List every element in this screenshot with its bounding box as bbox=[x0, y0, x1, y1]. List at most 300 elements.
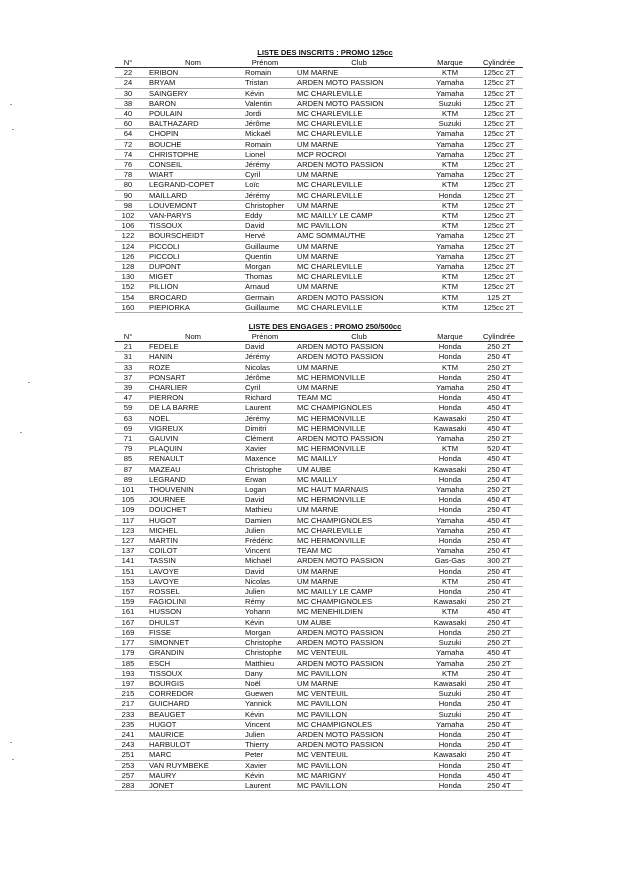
cell-num: 106 bbox=[115, 221, 141, 231]
cell-num: 98 bbox=[115, 200, 141, 210]
cell-num: 74 bbox=[115, 149, 141, 159]
cell-club: ARDEN MOTO PASSION bbox=[293, 658, 425, 668]
cell-club: MC MAILLY bbox=[293, 474, 425, 484]
table-row bbox=[115, 302, 523, 312]
cell-prenom: Nicolas bbox=[237, 576, 293, 586]
cell-nom: CHOPIN bbox=[141, 129, 237, 139]
cell-prenom: Damien bbox=[237, 515, 293, 525]
cell-cylindree: 250 2T bbox=[475, 627, 523, 637]
cell-num: 37 bbox=[115, 372, 141, 382]
col-header-club: Club bbox=[293, 58, 425, 68]
cell-club: MC CHARLEVILLE bbox=[293, 190, 425, 200]
cell-club: UM MARNE bbox=[293, 678, 425, 688]
cell-marque: Yamaha bbox=[425, 251, 475, 261]
table-row bbox=[115, 587, 523, 597]
cell-num: 71 bbox=[115, 434, 141, 444]
cell-nom: BEAUGET bbox=[141, 709, 237, 719]
table-row bbox=[115, 638, 523, 648]
table-row bbox=[115, 372, 523, 382]
cell-cylindree: 250 4T bbox=[475, 750, 523, 760]
cell-club: MC PAVILLON bbox=[293, 709, 425, 719]
cell-cylindree: 300 2T bbox=[475, 556, 523, 566]
cell-nom: WIART bbox=[141, 170, 237, 180]
cell-club: TEAM MC bbox=[293, 546, 425, 556]
cell-marque: Honda bbox=[425, 403, 475, 413]
cell-marque: KTM bbox=[425, 444, 475, 454]
cell-nom: MAZEAU bbox=[141, 464, 237, 474]
cell-marque: Suzuki bbox=[425, 638, 475, 648]
cell-cylindree: 125cc 2T bbox=[475, 302, 523, 312]
cell-nom: HUGOT bbox=[141, 719, 237, 729]
table-row bbox=[115, 383, 523, 393]
cell-num: 193 bbox=[115, 668, 141, 678]
cell-cylindree: 250 4T bbox=[475, 668, 523, 678]
table-row bbox=[115, 170, 523, 180]
col-header-club: Club bbox=[293, 332, 425, 342]
cell-nom: SIMONNET bbox=[141, 638, 237, 648]
cell-num: 39 bbox=[115, 383, 141, 393]
table-row bbox=[115, 576, 523, 586]
cell-cylindree: 250 4T bbox=[475, 719, 523, 729]
cell-num: 72 bbox=[115, 139, 141, 149]
cell-num: 122 bbox=[115, 231, 141, 241]
cell-cylindree: 250 4T bbox=[475, 689, 523, 699]
cell-num: 60 bbox=[115, 119, 141, 129]
cell-nom: RENAULT bbox=[141, 454, 237, 464]
cell-club: TEAM MC bbox=[293, 393, 425, 403]
cell-marque: KTM bbox=[425, 292, 475, 302]
cell-num: 87 bbox=[115, 464, 141, 474]
cell-cylindree: 125cc 2T bbox=[475, 221, 523, 231]
cell-nom: MAURY bbox=[141, 770, 237, 780]
cell-nom: LEGRAND bbox=[141, 474, 237, 484]
table-row bbox=[115, 98, 523, 108]
cell-club: UM MARNE bbox=[293, 68, 425, 78]
cell-num: 31 bbox=[115, 352, 141, 362]
cell-nom: GUICHARD bbox=[141, 699, 237, 709]
cell-prenom: Morgan bbox=[237, 627, 293, 637]
table-row bbox=[115, 78, 523, 88]
cell-cylindree: 450 4T bbox=[475, 607, 523, 617]
cell-club: MCP ROCROI bbox=[293, 149, 425, 159]
col-header-num: N° bbox=[115, 58, 141, 68]
cell-marque: KTM bbox=[425, 668, 475, 678]
cell-cylindree: 450 4T bbox=[475, 648, 523, 658]
cell-nom: BRYAM bbox=[141, 78, 237, 88]
cell-prenom: Cyril bbox=[237, 170, 293, 180]
cell-cylindree: 450 4T bbox=[475, 403, 523, 413]
cell-cylindree: 125cc 2T bbox=[475, 68, 523, 78]
cell-nom: HUSSON bbox=[141, 607, 237, 617]
cell-prenom: Kévin bbox=[237, 770, 293, 780]
cell-prenom: Romain bbox=[237, 68, 293, 78]
cell-cylindree: 250 4T bbox=[475, 566, 523, 576]
cell-prenom: Thomas bbox=[237, 272, 293, 282]
cell-prenom: Kévin bbox=[237, 709, 293, 719]
cell-nom: ERIBON bbox=[141, 68, 237, 78]
cell-club: MC CHARLEVILLE bbox=[293, 129, 425, 139]
cell-nom: PILLION bbox=[141, 282, 237, 292]
cell-prenom: Julien bbox=[237, 729, 293, 739]
cell-num: 160 bbox=[115, 302, 141, 312]
cell-nom: BARON bbox=[141, 98, 237, 108]
cell-num: 235 bbox=[115, 719, 141, 729]
cell-cylindree: 125cc 2T bbox=[475, 180, 523, 190]
table-row bbox=[115, 413, 523, 423]
cell-marque: Yamaha bbox=[425, 139, 475, 149]
cell-club: ARDEN MOTO PASSION bbox=[293, 78, 425, 88]
cell-cylindree: 250 2T bbox=[475, 434, 523, 444]
cell-prenom: Germain bbox=[237, 292, 293, 302]
cell-num: 59 bbox=[115, 403, 141, 413]
cell-cylindree: 125cc 2T bbox=[475, 211, 523, 221]
cell-marque: Suzuki bbox=[425, 689, 475, 699]
cell-marque: Honda bbox=[425, 770, 475, 780]
cell-cylindree: 450 4T bbox=[475, 423, 523, 433]
engages-table-body bbox=[115, 342, 523, 791]
cell-cylindree: 125cc 2T bbox=[475, 241, 523, 251]
cell-nom: MAURICE bbox=[141, 729, 237, 739]
cell-nom: DOUCHET bbox=[141, 505, 237, 515]
cell-nom: HUGOT bbox=[141, 515, 237, 525]
cell-marque: Honda bbox=[425, 780, 475, 790]
cell-cylindree: 250 4T bbox=[475, 474, 523, 484]
table-row bbox=[115, 505, 523, 515]
cell-club: AMC SOMMAUTHE bbox=[293, 231, 425, 241]
cell-marque: Honda bbox=[425, 536, 475, 546]
cell-club: ARDEN MOTO PASSION bbox=[293, 556, 425, 566]
cell-club: ARDEN MOTO PASSION bbox=[293, 638, 425, 648]
cell-marque: KTM bbox=[425, 68, 475, 78]
cell-club: ARDEN MOTO PASSION bbox=[293, 434, 425, 444]
cell-club: MC MARIGNY bbox=[293, 770, 425, 780]
table-row bbox=[115, 342, 523, 352]
table-row bbox=[115, 231, 523, 241]
cell-num: 154 bbox=[115, 292, 141, 302]
cell-club: MC CHARLEVILLE bbox=[293, 525, 425, 535]
cell-num: 79 bbox=[115, 444, 141, 454]
cell-cylindree: 450 4T bbox=[475, 454, 523, 464]
cell-marque: Honda bbox=[425, 505, 475, 515]
cell-marque: KTM bbox=[425, 160, 475, 170]
cell-num: 179 bbox=[115, 648, 141, 658]
cell-club: UM MARNE bbox=[293, 139, 425, 149]
table-row bbox=[115, 474, 523, 484]
section-title: LISTE DES ENGAGES : PROMO 250/500cc bbox=[248, 322, 402, 331]
cell-cylindree: 125cc 2T bbox=[475, 98, 523, 108]
cell-nom: MARTIN bbox=[141, 536, 237, 546]
cell-num: 233 bbox=[115, 709, 141, 719]
cell-club: UM MARNE bbox=[293, 576, 425, 586]
cell-num: 40 bbox=[115, 109, 141, 119]
cell-num: 128 bbox=[115, 262, 141, 272]
cell-nom: HARBULOT bbox=[141, 740, 237, 750]
cell-num: 38 bbox=[115, 98, 141, 108]
table-row bbox=[115, 729, 523, 739]
cell-num: 126 bbox=[115, 251, 141, 261]
cell-num: 130 bbox=[115, 272, 141, 282]
cell-marque: KTM bbox=[425, 362, 475, 372]
cell-nom: HANIN bbox=[141, 352, 237, 362]
engages-table bbox=[115, 332, 523, 791]
table-row bbox=[115, 352, 523, 362]
cell-club: MC HAUT MARNAIS bbox=[293, 485, 425, 495]
cell-nom: PLAQUIN bbox=[141, 444, 237, 454]
cell-nom: PICCOLI bbox=[141, 241, 237, 251]
cell-nom: BALTHAZARD bbox=[141, 119, 237, 129]
cell-num: 102 bbox=[115, 211, 141, 221]
cell-cylindree: 125cc 2T bbox=[475, 109, 523, 119]
cell-club: UM MARNE bbox=[293, 362, 425, 372]
cell-marque: Yamaha bbox=[425, 383, 475, 393]
table-row bbox=[115, 760, 523, 770]
cell-marque: Yamaha bbox=[425, 170, 475, 180]
cell-marque: Kawasaki bbox=[425, 464, 475, 474]
table-row bbox=[115, 251, 523, 261]
cell-prenom: Thierry bbox=[237, 740, 293, 750]
cell-club: MC CHARLEVILLE bbox=[293, 262, 425, 272]
cell-club: MC CHARLEVILLE bbox=[293, 302, 425, 312]
table-row bbox=[115, 200, 523, 210]
cell-marque: KTM bbox=[425, 576, 475, 586]
cell-marque: Honda bbox=[425, 454, 475, 464]
cell-prenom: David bbox=[237, 221, 293, 231]
cell-marque: Honda bbox=[425, 372, 475, 382]
cell-num: 47 bbox=[115, 393, 141, 403]
cell-prenom: Arnaud bbox=[237, 282, 293, 292]
cell-nom: SAINGERY bbox=[141, 88, 237, 98]
cell-cylindree: 250 4T bbox=[475, 760, 523, 770]
table-row bbox=[115, 139, 523, 149]
cell-marque: Yamaha bbox=[425, 231, 475, 241]
cell-nom: FISSE bbox=[141, 627, 237, 637]
cell-prenom: Eddy bbox=[237, 211, 293, 221]
cell-cylindree: 250 2T bbox=[475, 638, 523, 648]
cell-cylindree: 125cc 2T bbox=[475, 129, 523, 139]
cell-marque: Yamaha bbox=[425, 434, 475, 444]
cell-club: MC CHAMPIGNOLES bbox=[293, 719, 425, 729]
table-row bbox=[115, 119, 523, 129]
inscrits-table bbox=[115, 58, 523, 313]
cell-nom: CONSEIL bbox=[141, 160, 237, 170]
cell-nom: FEDELE bbox=[141, 342, 237, 352]
cell-club: MC CHAMPIGNOLES bbox=[293, 403, 425, 413]
table-row bbox=[115, 699, 523, 709]
table-row bbox=[115, 607, 523, 617]
cell-marque: Honda bbox=[425, 342, 475, 352]
cell-prenom: Hervé bbox=[237, 231, 293, 241]
cell-cylindree: 450 4T bbox=[475, 515, 523, 525]
cell-num: 152 bbox=[115, 282, 141, 292]
cell-club: MC HERMONVILLE bbox=[293, 495, 425, 505]
cell-prenom: Yannick bbox=[237, 699, 293, 709]
table-row bbox=[115, 221, 523, 231]
cell-cylindree: 125 2T bbox=[475, 292, 523, 302]
table-row bbox=[115, 556, 523, 566]
cell-nom: DUPONT bbox=[141, 262, 237, 272]
table-row bbox=[115, 515, 523, 525]
cell-club: UM MARNE bbox=[293, 170, 425, 180]
cell-prenom: Valentin bbox=[237, 98, 293, 108]
cell-marque: Yamaha bbox=[425, 485, 475, 495]
cell-cylindree: 250 4T bbox=[475, 525, 523, 535]
cell-club: MC VENTEUIL bbox=[293, 750, 425, 760]
cell-club: MC HERMONVILLE bbox=[293, 536, 425, 546]
cell-cylindree: 250 4T bbox=[475, 709, 523, 719]
cell-club: MC VENTEUIL bbox=[293, 689, 425, 699]
cell-marque: KTM bbox=[425, 302, 475, 312]
cell-prenom: Dimitri bbox=[237, 423, 293, 433]
cell-prenom: Morgan bbox=[237, 262, 293, 272]
cell-nom: TISSOUX bbox=[141, 221, 237, 231]
cell-cylindree: 250 4T bbox=[475, 729, 523, 739]
table-row bbox=[115, 719, 523, 729]
cell-num: 76 bbox=[115, 160, 141, 170]
cell-marque: KTM bbox=[425, 180, 475, 190]
col-header-prenom: Prénom bbox=[237, 58, 293, 68]
cell-nom: BOURGIS bbox=[141, 678, 237, 688]
cell-club: UM MARNE bbox=[293, 251, 425, 261]
col-header-nom: Nom bbox=[141, 332, 237, 342]
cell-prenom: Maxence bbox=[237, 454, 293, 464]
cell-cylindree: 250 2T bbox=[475, 485, 523, 495]
cell-prenom: Christopher bbox=[237, 200, 293, 210]
cell-club: ARDEN MOTO PASSION bbox=[293, 292, 425, 302]
cell-num: 78 bbox=[115, 170, 141, 180]
col-header-cylindree: Cylindrée bbox=[475, 58, 523, 68]
cell-prenom: Peter bbox=[237, 750, 293, 760]
table-row bbox=[115, 648, 523, 658]
cell-prenom: Yohann bbox=[237, 607, 293, 617]
cell-num: 177 bbox=[115, 638, 141, 648]
table-row bbox=[115, 536, 523, 546]
cell-club: MC MENEHILDIEN bbox=[293, 607, 425, 617]
cell-marque: Honda bbox=[425, 699, 475, 709]
cell-nom: ROSSEL bbox=[141, 587, 237, 597]
cell-prenom: Kévin bbox=[237, 617, 293, 627]
cell-nom: JOURNEE bbox=[141, 495, 237, 505]
cell-prenom: Jérémy bbox=[237, 413, 293, 423]
cell-marque: Yamaha bbox=[425, 719, 475, 729]
cell-nom: TISSOUX bbox=[141, 668, 237, 678]
cell-prenom: Frédéric bbox=[237, 536, 293, 546]
cell-num: 89 bbox=[115, 474, 141, 484]
cell-cylindree: 125cc 2T bbox=[475, 200, 523, 210]
cell-nom: LEGRAND-COPET bbox=[141, 180, 237, 190]
table-row bbox=[115, 770, 523, 780]
cell-nom: VIGREUX bbox=[141, 423, 237, 433]
table-row bbox=[115, 362, 523, 372]
cell-club: UM MARNE bbox=[293, 241, 425, 251]
cell-nom: JONET bbox=[141, 780, 237, 790]
cell-nom: THOUVENIN bbox=[141, 485, 237, 495]
cell-club: UM AUBE bbox=[293, 464, 425, 474]
cell-num: 90 bbox=[115, 190, 141, 200]
cell-club: MC CHARLEVILLE bbox=[293, 88, 425, 98]
cell-num: 251 bbox=[115, 750, 141, 760]
cell-club: MC CHARLEVILLE bbox=[293, 119, 425, 129]
cell-prenom: David bbox=[237, 342, 293, 352]
cell-cylindree: 125cc 2T bbox=[475, 88, 523, 98]
cell-num: 283 bbox=[115, 780, 141, 790]
cell-cylindree: 125cc 2T bbox=[475, 170, 523, 180]
cell-num: 185 bbox=[115, 658, 141, 668]
cell-nom: COILOT bbox=[141, 546, 237, 556]
table-row bbox=[115, 272, 523, 282]
cell-num: 109 bbox=[115, 505, 141, 515]
cell-marque: Yamaha bbox=[425, 648, 475, 658]
cell-nom: CORREDOR bbox=[141, 689, 237, 699]
cell-prenom: Dany bbox=[237, 668, 293, 678]
cell-nom: NOEL bbox=[141, 413, 237, 423]
cell-prenom: Christophe bbox=[237, 638, 293, 648]
cell-prenom: Loïc bbox=[237, 180, 293, 190]
cell-prenom: Xavier bbox=[237, 760, 293, 770]
cell-club: ARDEN MOTO PASSION bbox=[293, 98, 425, 108]
cell-club: ARDEN MOTO PASSION bbox=[293, 352, 425, 362]
cell-marque: KTM bbox=[425, 272, 475, 282]
cell-nom: BOURSCHEIDT bbox=[141, 231, 237, 241]
table-header-row bbox=[115, 332, 523, 342]
cell-nom: FAGIOLINI bbox=[141, 597, 237, 607]
col-header-num: N° bbox=[115, 332, 141, 342]
col-header-nom: Nom bbox=[141, 58, 237, 68]
table-row bbox=[115, 546, 523, 556]
table-row bbox=[115, 566, 523, 576]
cell-marque: Yamaha bbox=[425, 241, 475, 251]
cell-cylindree: 125cc 2T bbox=[475, 160, 523, 170]
cell-num: 161 bbox=[115, 607, 141, 617]
engages-section bbox=[115, 322, 515, 791]
cell-nom: BOUCHE bbox=[141, 139, 237, 149]
cell-club: MC CHAMPIGNOLES bbox=[293, 515, 425, 525]
cell-num: 64 bbox=[115, 129, 141, 139]
cell-marque: Honda bbox=[425, 740, 475, 750]
col-header-prenom: Prénom bbox=[237, 332, 293, 342]
cell-num: 80 bbox=[115, 180, 141, 190]
cell-prenom: Vincent bbox=[237, 546, 293, 556]
cell-marque: Yamaha bbox=[425, 525, 475, 535]
table-row bbox=[115, 454, 523, 464]
cell-cylindree: 250 4T bbox=[475, 464, 523, 474]
cell-prenom: Quentin bbox=[237, 251, 293, 261]
cell-num: 215 bbox=[115, 689, 141, 699]
table-row bbox=[115, 485, 523, 495]
cell-prenom: Jérôme bbox=[237, 119, 293, 129]
cell-prenom: Laurent bbox=[237, 780, 293, 790]
cell-nom: GAUVIN bbox=[141, 434, 237, 444]
cell-num: 257 bbox=[115, 770, 141, 780]
cell-club: ARDEN MOTO PASSION bbox=[293, 729, 425, 739]
cell-nom: ROZE bbox=[141, 362, 237, 372]
cell-cylindree: 250 2T bbox=[475, 342, 523, 352]
cell-nom: TASSIN bbox=[141, 556, 237, 566]
cell-prenom: Nicolas bbox=[237, 362, 293, 372]
cell-prenom: Noël bbox=[237, 678, 293, 688]
cell-prenom: Lionel bbox=[237, 149, 293, 159]
cell-nom: PICCOLI bbox=[141, 251, 237, 261]
cell-num: 241 bbox=[115, 729, 141, 739]
cell-club: MC MAILLY bbox=[293, 454, 425, 464]
cell-marque: Honda bbox=[425, 393, 475, 403]
cell-prenom: Jérémy bbox=[237, 190, 293, 200]
table-row bbox=[115, 780, 523, 790]
cell-num: 141 bbox=[115, 556, 141, 566]
table-row bbox=[115, 129, 523, 139]
cell-prenom: Matthieu bbox=[237, 658, 293, 668]
cell-club: UM MARNE bbox=[293, 383, 425, 393]
cell-marque: Yamaha bbox=[425, 78, 475, 88]
